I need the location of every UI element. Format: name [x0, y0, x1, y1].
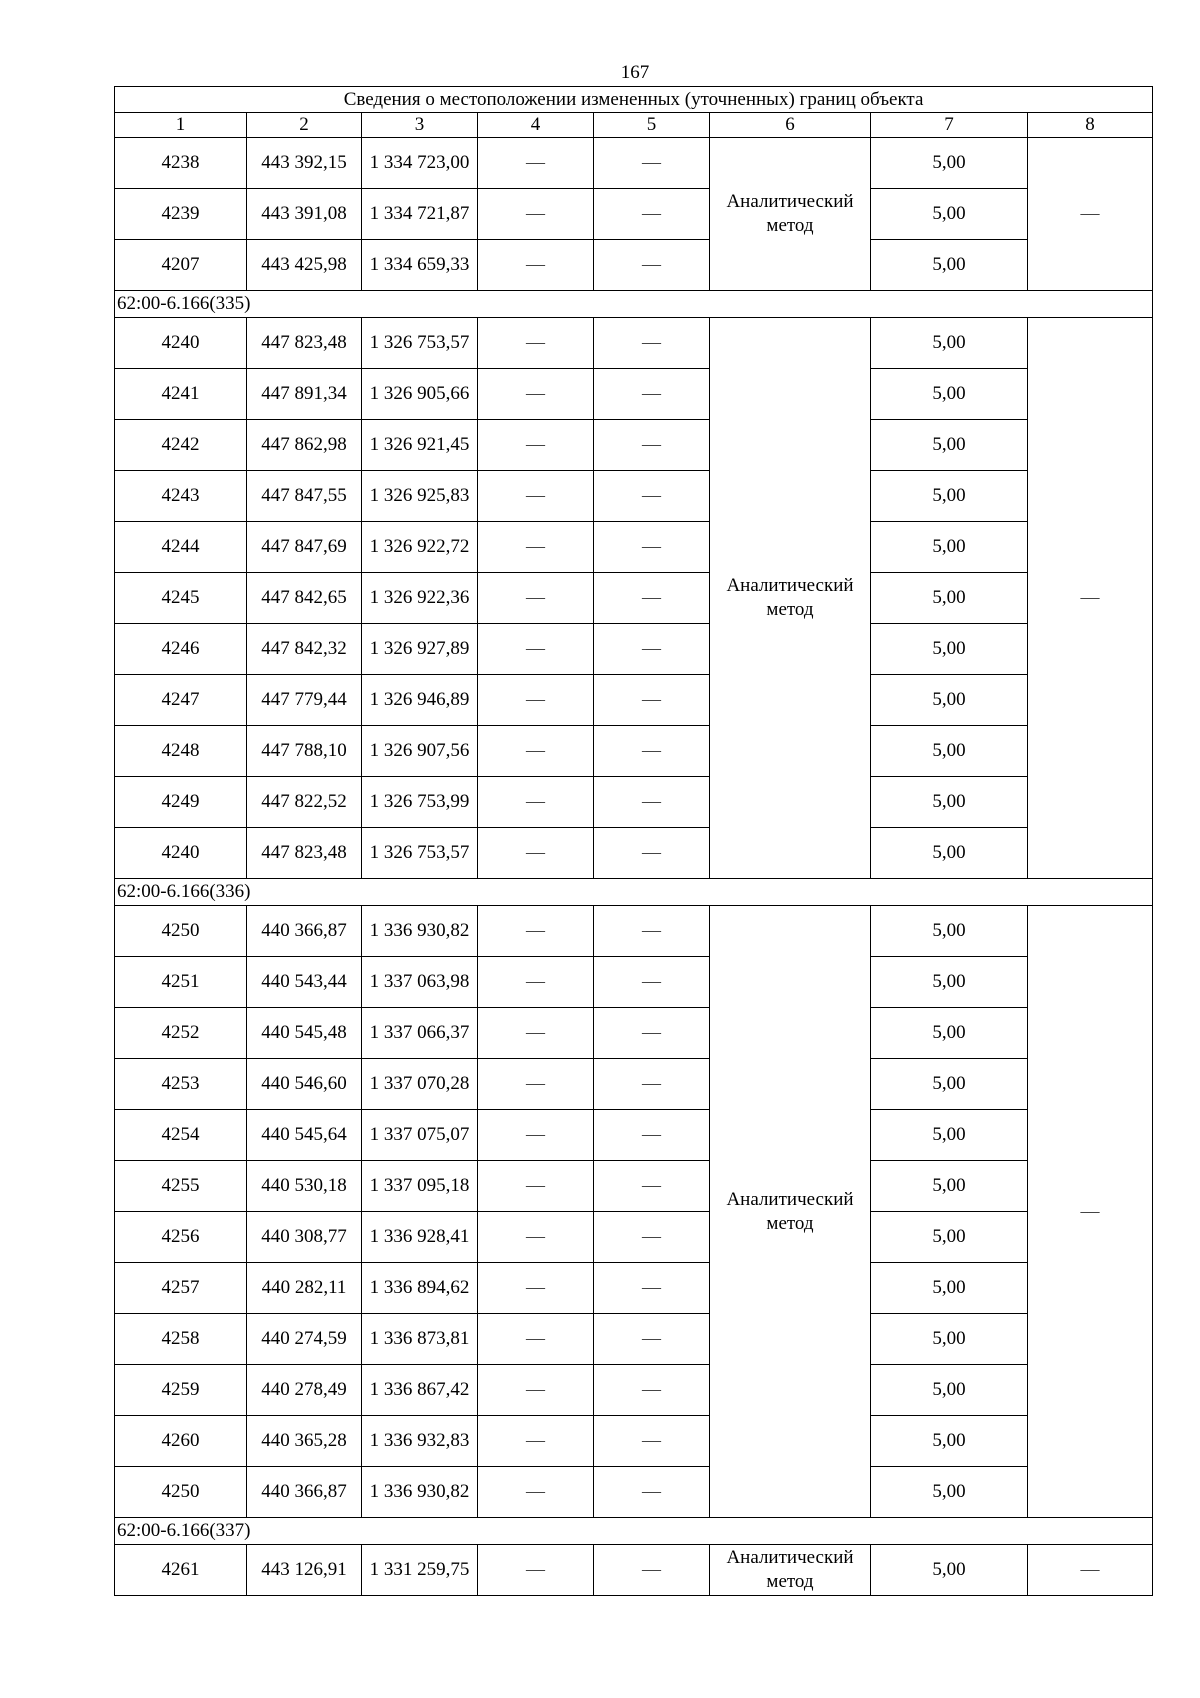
point-number: 4240 — [115, 828, 247, 879]
column-4-value: — — [478, 957, 594, 1008]
coordinate-x: 440 274,59 — [247, 1314, 362, 1365]
table-row — [115, 957, 1153, 1008]
column-number: 1 — [115, 113, 247, 138]
column-4-value: — — [478, 1545, 594, 1596]
column-5-value: — — [594, 675, 710, 726]
coordinate-y: 1 336 873,81 — [362, 1314, 478, 1365]
column-5-value: — — [594, 777, 710, 828]
column-4-value: — — [478, 318, 594, 369]
column-5-value: — — [594, 1545, 710, 1596]
accuracy-value: 5,00 — [871, 420, 1028, 471]
column-4-value: — — [478, 1110, 594, 1161]
accuracy-value: 5,00 — [871, 1467, 1028, 1518]
column-5-value: — — [594, 1314, 710, 1365]
point-number: 4257 — [115, 1263, 247, 1314]
table-row — [115, 1059, 1153, 1110]
coordinate-y: 1 331 259,75 — [362, 1545, 478, 1596]
determination-method: Аналитический метод — [710, 1545, 871, 1596]
column-8-value: — — [1028, 1545, 1153, 1596]
coordinate-x: 440 543,44 — [247, 957, 362, 1008]
point-number: 4248 — [115, 726, 247, 777]
accuracy-value: 5,00 — [871, 1263, 1028, 1314]
determination-method: Аналитический метод — [710, 906, 871, 1518]
coordinate-y: 1 326 927,89 — [362, 624, 478, 675]
coordinate-x: 443 425,98 — [247, 240, 362, 291]
coordinate-y: 1 326 922,72 — [362, 522, 478, 573]
column-4-value: — — [478, 1059, 594, 1110]
column-number: 3 — [362, 113, 478, 138]
accuracy-value: 5,00 — [871, 1161, 1028, 1212]
column-5-value: — — [594, 471, 710, 522]
coordinate-y: 1 326 946,89 — [362, 675, 478, 726]
table-title: Сведения о местоположении измененных (уточненных) границ объекта — [115, 87, 1153, 113]
point-number: 4207 — [115, 240, 247, 291]
point-number: 4261 — [115, 1545, 247, 1596]
table-row — [115, 138, 1153, 189]
parcel-group-row — [115, 879, 1153, 906]
coordinate-x: 440 308,77 — [247, 1212, 362, 1263]
coordinate-y: 1 326 753,57 — [362, 828, 478, 879]
column-4-value: — — [478, 1365, 594, 1416]
table-title-row — [115, 87, 1153, 113]
coordinate-y: 1 326 753,57 — [362, 318, 478, 369]
point-number: 4241 — [115, 369, 247, 420]
coordinate-y: 1 326 905,66 — [362, 369, 478, 420]
table-row — [115, 906, 1153, 957]
accuracy-value: 5,00 — [871, 471, 1028, 522]
coordinate-x: 447 788,10 — [247, 726, 362, 777]
point-number: 4245 — [115, 573, 247, 624]
table-row — [115, 1212, 1153, 1263]
column-8-value: — — [1028, 906, 1153, 1518]
column-4-value: — — [478, 1212, 594, 1263]
coordinate-x: 440 545,48 — [247, 1008, 362, 1059]
table-row — [115, 420, 1153, 471]
coordinate-x: 447 847,55 — [247, 471, 362, 522]
table-row — [115, 777, 1153, 828]
accuracy-value: 5,00 — [871, 777, 1028, 828]
coordinate-x: 443 391,08 — [247, 189, 362, 240]
coordinate-y: 1 326 753,99 — [362, 777, 478, 828]
column-4-value: — — [478, 189, 594, 240]
point-number: 4247 — [115, 675, 247, 726]
coordinate-x: 447 823,48 — [247, 828, 362, 879]
table-row — [115, 573, 1153, 624]
coordinate-y: 1 334 721,87 — [362, 189, 478, 240]
table-row — [115, 1263, 1153, 1314]
column-4-value: — — [478, 573, 594, 624]
point-number: 4250 — [115, 906, 247, 957]
column-5-value: — — [594, 1365, 710, 1416]
column-5-value: — — [594, 138, 710, 189]
column-5-value: — — [594, 1416, 710, 1467]
accuracy-value: 5,00 — [871, 369, 1028, 420]
accuracy-value: 5,00 — [871, 1059, 1028, 1110]
coordinate-x: 447 779,44 — [247, 675, 362, 726]
table-row — [115, 318, 1153, 369]
column-5-value: — — [594, 1212, 710, 1263]
table-row — [115, 1314, 1153, 1365]
table-row — [115, 1416, 1153, 1467]
parcel-number: 62:00-6.166(337) — [115, 1518, 1153, 1545]
accuracy-value: 5,00 — [871, 1545, 1028, 1596]
coordinate-x: 447 822,52 — [247, 777, 362, 828]
column-4-value: — — [478, 906, 594, 957]
boundary-coordinates-table — [114, 86, 1153, 1596]
accuracy-value: 5,00 — [871, 1365, 1028, 1416]
point-number: 4249 — [115, 777, 247, 828]
column-4-value: — — [478, 369, 594, 420]
table-row — [115, 522, 1153, 573]
point-number: 4246 — [115, 624, 247, 675]
accuracy-value: 5,00 — [871, 1008, 1028, 1059]
accuracy-value: 5,00 — [871, 675, 1028, 726]
column-4-value: — — [478, 828, 594, 879]
coordinate-x: 447 823,48 — [247, 318, 362, 369]
column-4-value: — — [478, 1008, 594, 1059]
coordinate-y: 1 326 907,56 — [362, 726, 478, 777]
coordinate-y: 1 326 925,83 — [362, 471, 478, 522]
coordinate-y: 1 336 894,62 — [362, 1263, 478, 1314]
coordinate-y: 1 337 070,28 — [362, 1059, 478, 1110]
accuracy-value: 5,00 — [871, 1314, 1028, 1365]
column-5-value: — — [594, 1161, 710, 1212]
coordinate-x: 447 862,98 — [247, 420, 362, 471]
accuracy-value: 5,00 — [871, 138, 1028, 189]
accuracy-value: 5,00 — [871, 624, 1028, 675]
coordinate-x: 440 282,11 — [247, 1263, 362, 1314]
accuracy-value: 5,00 — [871, 828, 1028, 879]
point-number: 4258 — [115, 1314, 247, 1365]
coordinate-y: 1 334 723,00 — [362, 138, 478, 189]
column-4-value: — — [478, 1416, 594, 1467]
page-number: 167 — [620, 62, 650, 83]
column-4-value: — — [478, 1467, 594, 1518]
coordinate-x: 447 842,32 — [247, 624, 362, 675]
point-number: 4243 — [115, 471, 247, 522]
accuracy-value: 5,00 — [871, 522, 1028, 573]
column-5-value: — — [594, 240, 710, 291]
point-number: 4250 — [115, 1467, 247, 1518]
point-number: 4239 — [115, 189, 247, 240]
column-5-value: — — [594, 1059, 710, 1110]
point-number: 4238 — [115, 138, 247, 189]
coordinate-x: 440 366,87 — [247, 1467, 362, 1518]
column-number: 7 — [871, 113, 1028, 138]
table-row — [115, 471, 1153, 522]
table-row — [115, 1110, 1153, 1161]
coordinate-y: 1 334 659,33 — [362, 240, 478, 291]
point-number: 4256 — [115, 1212, 247, 1263]
accuracy-value: 5,00 — [871, 1110, 1028, 1161]
column-5-value: — — [594, 1263, 710, 1314]
coordinate-y: 1 337 075,07 — [362, 1110, 478, 1161]
coordinate-x: 440 530,18 — [247, 1161, 362, 1212]
parcel-group-row — [115, 1518, 1153, 1545]
table-row — [115, 1008, 1153, 1059]
column-5-value: — — [594, 906, 710, 957]
parcel-number: 62:00-6.166(335) — [115, 291, 1153, 318]
column-4-value: — — [478, 240, 594, 291]
table-row — [115, 189, 1153, 240]
column-5-value: — — [594, 420, 710, 471]
table-row — [115, 675, 1153, 726]
accuracy-value: 5,00 — [871, 726, 1028, 777]
coordinate-x: 440 546,60 — [247, 1059, 362, 1110]
table-row — [115, 828, 1153, 879]
column-4-value: — — [478, 1263, 594, 1314]
point-number: 4244 — [115, 522, 247, 573]
coordinate-x: 440 278,49 — [247, 1365, 362, 1416]
point-number: 4252 — [115, 1008, 247, 1059]
table-row — [115, 369, 1153, 420]
coordinate-x: 443 392,15 — [247, 138, 362, 189]
coordinate-y: 1 336 930,82 — [362, 1467, 478, 1518]
column-4-value: — — [478, 726, 594, 777]
column-5-value: — — [594, 624, 710, 675]
accuracy-value: 5,00 — [871, 318, 1028, 369]
column-4-value: — — [478, 777, 594, 828]
column-number: 2 — [247, 113, 362, 138]
table-row — [115, 1161, 1153, 1212]
column-8-value: — — [1028, 138, 1153, 291]
table-row — [115, 1467, 1153, 1518]
coordinate-x: 443 126,91 — [247, 1545, 362, 1596]
coordinate-y: 1 336 930,82 — [362, 906, 478, 957]
point-number: 4260 — [115, 1416, 247, 1467]
column-5-value: — — [594, 522, 710, 573]
table-row — [115, 1545, 1153, 1596]
coordinate-y: 1 336 932,83 — [362, 1416, 478, 1467]
point-number: 4240 — [115, 318, 247, 369]
coordinate-y: 1 336 867,42 — [362, 1365, 478, 1416]
point-number: 4242 — [115, 420, 247, 471]
coordinate-x: 440 545,64 — [247, 1110, 362, 1161]
coordinate-x: 440 366,87 — [247, 906, 362, 957]
column-5-value: — — [594, 726, 710, 777]
column-5-value: — — [594, 1467, 710, 1518]
column-number: 6 — [710, 113, 871, 138]
column-4-value: — — [478, 1161, 594, 1212]
column-number-row — [115, 113, 1153, 138]
coordinate-y: 1 337 095,18 — [362, 1161, 478, 1212]
accuracy-value: 5,00 — [871, 1416, 1028, 1467]
accuracy-value: 5,00 — [871, 573, 1028, 624]
column-5-value: — — [594, 189, 710, 240]
column-4-value: — — [478, 420, 594, 471]
column-5-value: — — [594, 369, 710, 420]
coordinate-y: 1 326 922,36 — [362, 573, 478, 624]
coordinate-y: 1 336 928,41 — [362, 1212, 478, 1263]
point-number: 4251 — [115, 957, 247, 1008]
accuracy-value: 5,00 — [871, 957, 1028, 1008]
column-4-value: — — [478, 675, 594, 726]
column-number: 4 — [478, 113, 594, 138]
column-8-value: — — [1028, 318, 1153, 879]
column-5-value: — — [594, 318, 710, 369]
coordinate-y: 1 337 063,98 — [362, 957, 478, 1008]
accuracy-value: 5,00 — [871, 240, 1028, 291]
point-number: 4259 — [115, 1365, 247, 1416]
table-row — [115, 1365, 1153, 1416]
column-5-value: — — [594, 1008, 710, 1059]
column-5-value: — — [594, 573, 710, 624]
column-4-value: — — [478, 624, 594, 675]
accuracy-value: 5,00 — [871, 906, 1028, 957]
coordinate-y: 1 326 921,45 — [362, 420, 478, 471]
point-number: 4253 — [115, 1059, 247, 1110]
column-4-value: — — [478, 138, 594, 189]
column-5-value: — — [594, 957, 710, 1008]
column-4-value: — — [478, 1314, 594, 1365]
column-5-value: — — [594, 828, 710, 879]
table-row — [115, 240, 1153, 291]
coordinate-y: 1 337 066,37 — [362, 1008, 478, 1059]
accuracy-value: 5,00 — [871, 189, 1028, 240]
determination-method: Аналитический метод — [710, 318, 871, 879]
table-row — [115, 624, 1153, 675]
coordinate-x: 447 891,34 — [247, 369, 362, 420]
parcel-number: 62:00-6.166(336) — [115, 879, 1153, 906]
point-number: 4254 — [115, 1110, 247, 1161]
parcel-group-row — [115, 291, 1153, 318]
accuracy-value: 5,00 — [871, 1212, 1028, 1263]
coordinate-x: 447 847,69 — [247, 522, 362, 573]
determination-method: Аналитический метод — [710, 138, 871, 291]
column-5-value: — — [594, 1110, 710, 1161]
column-4-value: — — [478, 522, 594, 573]
column-number: 8 — [1028, 113, 1153, 138]
coordinate-x: 447 842,65 — [247, 573, 362, 624]
coordinate-x: 440 365,28 — [247, 1416, 362, 1467]
column-4-value: — — [478, 471, 594, 522]
point-number: 4255 — [115, 1161, 247, 1212]
table-row — [115, 726, 1153, 777]
column-number: 5 — [594, 113, 710, 138]
